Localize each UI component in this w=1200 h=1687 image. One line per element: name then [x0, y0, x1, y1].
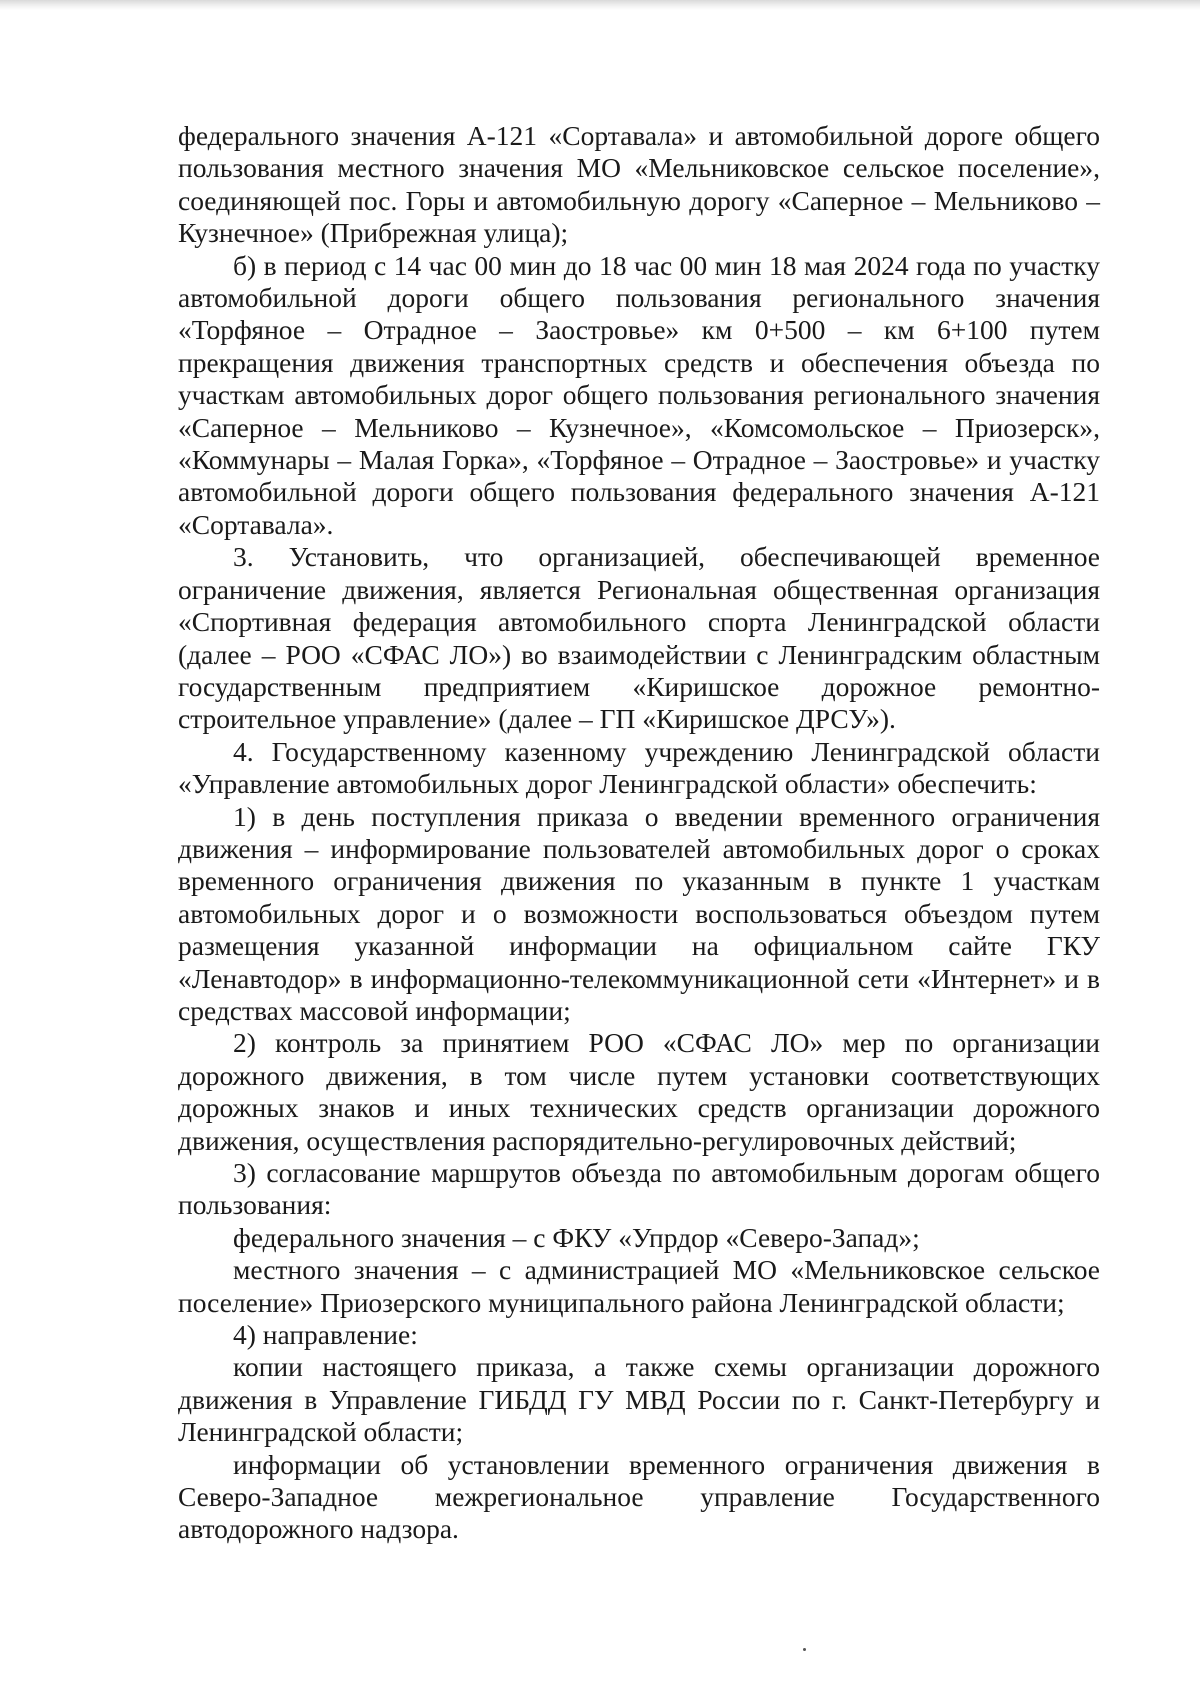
paragraph-item-b: б) в период с 14 час 00 мин до 18 час 00 мин 18 мая 2024 года по участку автомобильной дороги общего пользования регионального значения «Торфяное – Отрадное – Заостровье» км 0+500 – км 6+100 путем прекращения движения транспортных средств и обеспечения объезда по участкам автомобильных дорог общего пользования регионального значения «Саперное – Мельниково – Кузнечное», «Комсомольское – Приозерск», «Коммунары – Малая Горка», «Торфяное – Отрадное – Заостровье» и участку автомобильной дороги общего пользования федерального значения А-121 «Сортавала». [178, 249, 1100, 540]
paragraph-subitem-4: 4) направление: [233, 1319, 418, 1351]
paragraph-road-a121-continuation: федерального значения А-121 «Сортавала» и автомобильной дороге общего пользования местного значения МО «Мельниковское сельское поселение», соединяющей пос. Горы и автомобильную дорогу «Саперное – Мельниково – Кузнечное» (Прибрежная улица); [178, 120, 1100, 249]
paragraph-copies: копии настоящего приказа, а также схемы организации дорожного движения в Управление ГИБДД ГУ МВД России по г. Санкт-Петербургу и Ленинградской области; [178, 1351, 1100, 1448]
paragraph-point-4: 4. Государственному казенному учреждению Ленинградской области «Управление автомобильных дорог Ленинградской области» обеспечить: [178, 735, 1100, 800]
paragraph-federal-roads: федерального значения – с ФКУ «Упрдор «Северо-Запад»; [233, 1221, 920, 1253]
paragraph-point-3: 3. Установить, что организацией, обеспечивающей временное ограничение движения, является Региональная общественная организация «Спортивная федерация автомобильного спорта Ленинградской области (далее – РОО «СФАС ЛО») во взаимодействии с Ленинградским областным государственным предприятием «Киришское дорожное ремонтно-строительное управление» (далее – ГП «Киришское ДРСУ»). [178, 541, 1100, 735]
scan-speck [803, 1648, 806, 1651]
paragraph-subitem-1: 1) в день поступления приказа о введении временного ограничения движения – информирование пользователей автомобильных дорог о сроках временного ограничения движения по указанным в пункте 1 участкам автомобильных дорог и о возможности воспользоваться объездом путем размещения указанной информации на официальном сайте ГКУ «Ленавтодор» в информационно-телекоммуникационной сети «Интернет» и в средствах массовой информации; [178, 800, 1100, 1026]
paragraph-local-roads: местного значения – с администрацией МО «Мельниковское сельское поселение» Приозерского муниципального района Ленинградской области; [178, 1254, 1100, 1318]
paragraph-information: информации об установлении временного ограничения движения в Северо-Западное межрегиональное управление Государственного автодорожного надзора. [178, 1448, 1100, 1545]
scan-top-edge [0, 0, 1200, 10]
document-body [178, 120, 1100, 1546]
paragraph-subitem-2: 2) контроль за принятием РОО «СФАС ЛО» мер по организации дорожного движения, в том числе путем установки соответствующих дорожных знаков и иных технических средств организации дорожного движения, осуществления распорядительно-регулировочных действий; [178, 1027, 1100, 1156]
paragraph-subitem-3: 3) согласование маршрутов объезда по автомобильным дорогам общего пользования: [178, 1157, 1100, 1221]
